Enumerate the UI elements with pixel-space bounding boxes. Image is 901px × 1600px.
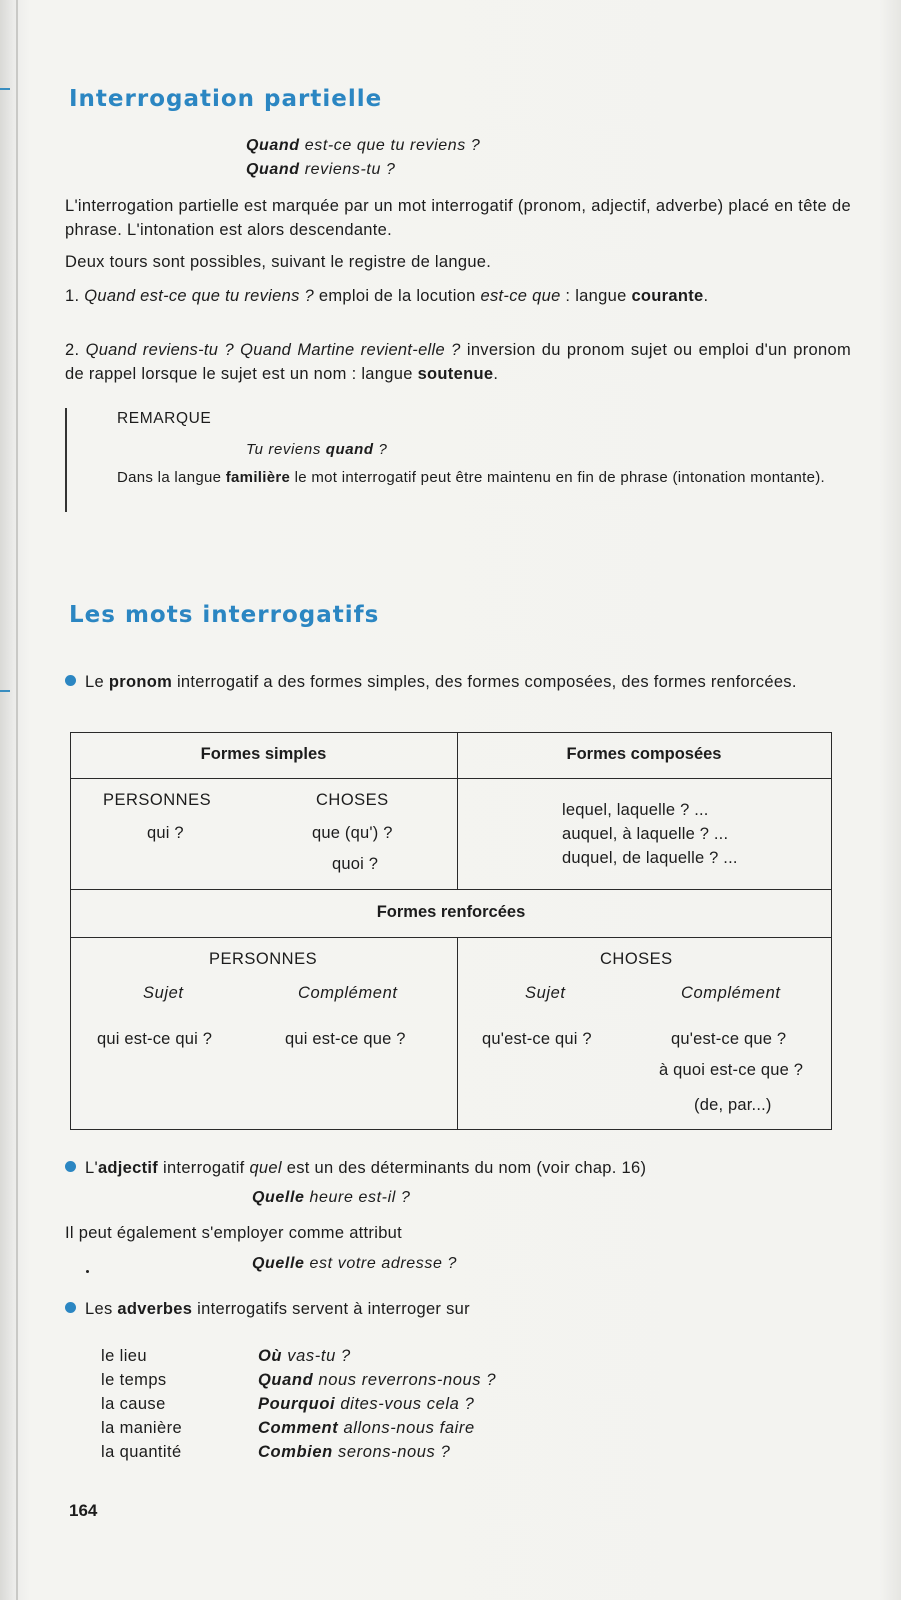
margin-mark	[0, 690, 10, 692]
adverb-example: Comment allons-nous faire	[258, 1419, 475, 1437]
label-complement: Complément	[681, 984, 781, 1002]
form-qui: qui ?	[147, 824, 184, 842]
form-qui-est-ce-que: qui est-ce que ?	[285, 1030, 406, 1048]
pronom-intro: Le pronom interrogatif a des formes simples, des formes composées, des formes renforcées.	[65, 670, 851, 694]
adverb-label: la cause	[101, 1395, 166, 1413]
example-line: Quelle heure est-il ?	[252, 1189, 411, 1206]
table-border	[831, 732, 832, 1130]
form-lequel: lequel, laquelle ? ...	[562, 801, 709, 819]
paragraph-definition: L'interrogation partielle est marquée par un mot interrogatif (pronom, adjectif, adverbe) placé en tête de phrase. L'intonation est alors descendante.	[65, 197, 851, 239]
attribut-text: Il peut également s'employer comme attribut	[65, 1224, 403, 1242]
form-qui-est-ce-qui: qui est-ce qui ?	[97, 1030, 213, 1048]
bullet-icon	[65, 1302, 76, 1313]
label-complement: Complément	[298, 984, 398, 1002]
page-edge	[16, 0, 18, 1600]
adverb-example: Pourquoi dites-vous cela ?	[258, 1395, 475, 1413]
form-duquel: duquel, de laquelle ? ...	[562, 849, 738, 867]
example-line: Quelle est votre adresse ?	[252, 1255, 458, 1272]
adverb-example: Quand nous reverrons-nous ?	[258, 1371, 497, 1389]
paragraph-two-forms: Deux tours sont possibles, suivant le registre de langue.	[65, 253, 492, 271]
stray-dot	[86, 1270, 89, 1273]
section-title-mots-interrogatifs: Les mots interrogatifs	[69, 602, 380, 628]
form-quoi: quoi ?	[332, 855, 379, 873]
table-border	[70, 1129, 832, 1130]
adverb-label: la quantité	[101, 1443, 182, 1461]
item-2-soutenue: 2. Quand reviens-tu ? Quand Martine revient-elle ? inversion du pronom sujet ou emploi d'un pronom de rappel lorsque le sujet est un nom : langue soutenue.	[65, 341, 851, 383]
form-que: que (qu') ?	[312, 824, 393, 842]
bullet-icon	[65, 675, 76, 686]
item-1-courante: 1. Quand est-ce que tu reviens ? emploi de la locution est-ce que : langue courante.	[65, 287, 709, 305]
adverb-label: le lieu	[101, 1347, 147, 1365]
remarque-label: REMARQUE	[117, 410, 212, 427]
form-de-par: (de, par...)	[694, 1096, 772, 1114]
label-sujet: Sujet	[143, 984, 184, 1002]
label-choses: CHOSES	[600, 950, 673, 968]
remarque-text: Dans la langue familière le mot interrogatif peut être maintenu en fin de phrase (intonation montante).	[117, 469, 825, 486]
adverb-example: Combien serons-nous ?	[258, 1443, 451, 1461]
example-line: Quand reviens-tu ?	[246, 161, 396, 178]
label-personnes: PERSONNES	[209, 950, 318, 968]
label-sujet: Sujet	[525, 984, 566, 1002]
form-a-quoi-est-ce-que: à quoi est-ce que ?	[659, 1061, 804, 1079]
remarque-bar	[65, 408, 67, 512]
table-border	[457, 937, 458, 1130]
section-title-interrogation-partielle: Interrogation partielle	[69, 86, 383, 112]
header-formes-composees: Formes composées	[566, 745, 722, 763]
header-formes-renforcees: Formes renforcées	[376, 903, 526, 921]
table-border	[70, 778, 832, 779]
bullet-icon	[65, 1161, 76, 1172]
form-qu-est-ce-que: qu'est-ce que ?	[671, 1030, 787, 1048]
adverb-example: Où vas-tu ?	[258, 1347, 351, 1365]
header-formes-simples: Formes simples	[200, 745, 327, 763]
form-qu-est-ce-qui: qu'est-ce qui ?	[482, 1030, 592, 1048]
adverbes-intro: Les adverbes interrogatifs servent à interroger sur	[65, 1297, 851, 1321]
form-auquel: auquel, à laquelle ? ...	[562, 825, 729, 843]
label-personnes: PERSONNES	[103, 791, 212, 809]
table-border	[70, 732, 832, 733]
page-number: 164	[69, 1501, 98, 1520]
table-border	[70, 937, 832, 938]
adverb-label: la manière	[101, 1419, 183, 1437]
margin-mark	[0, 88, 10, 90]
table-border	[70, 732, 71, 1130]
example-line: Quand est-ce que tu reviens ?	[246, 137, 481, 154]
table-border	[70, 889, 832, 890]
remarque-example: Tu reviens quand ?	[246, 441, 388, 458]
adverb-label: le temps	[101, 1371, 167, 1389]
label-choses: CHOSES	[316, 791, 389, 809]
adjectif-intro: L'adjectif interrogatif quel est un des déterminants du nom (voir chap. 16)	[65, 1156, 851, 1180]
